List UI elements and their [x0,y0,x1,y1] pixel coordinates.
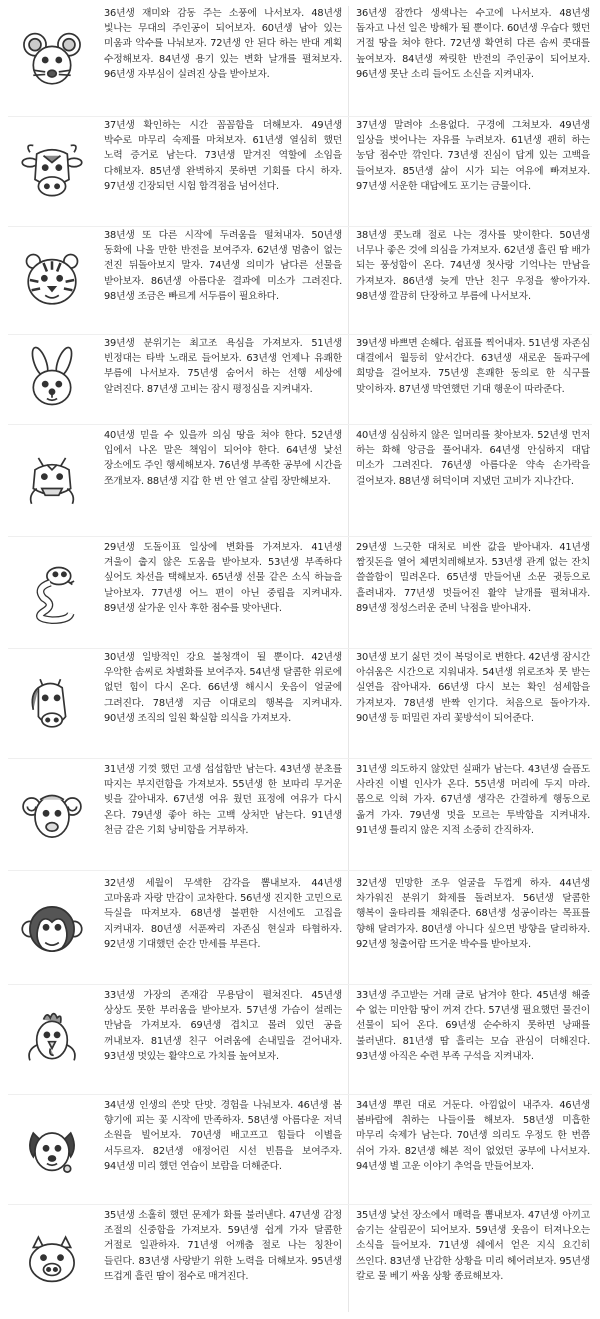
row-separator [8,116,592,117]
monkey-icon [10,876,94,982]
sheep-icon [10,762,94,868]
row-separator [8,870,592,871]
zodiac-row-dragon [0,428,600,532]
fortune-text-right: 36년생 잠깐다 생색나는 수고에 나서보자. 48년생 돕자고 나선 일은 방해가 될 뿐이다. 60년생 우습다 했던 거절 땅을 쳐야 한다. 72년생 확연히 다른 솜씨 콧대를 높여보자. 84년생 짜릿한 반전의 주인공이 되어보자. 96년생 못난 소리 들어도 소신을 지켜내자. [356,8,590,80]
zodiac-row-snake [0,540,600,646]
rat-icon [10,6,94,114]
fortune-text-right: 29년생 느긋한 대처로 비싼 값을 받아내자. 41년생 짬짓돈을 열어 체면치레해보자. 53년생 관계 없는 잔치 쓸쓸함이 밀려온다. 65년생 만들어낸 소문 귓등으로 흘려내자. 77년생 멋들어진 활약 날개를 펼쳐내자. 89년생 정성스러운 준비 낙점을 받아내자. [356,542,590,614]
zodiac-row-tiger [0,228,600,332]
dog-icon [10,1098,94,1202]
row-separator [8,424,592,425]
fortune-text-right: 38년생 콧노래 절로 나는 경사를 맞이한다. 50년생 너무나 좋은 것에 의심을 가져보자. 62년생 흘린 땀 배가 되는 풍성함이 온다. 74년생 첫사랑 기억나는 만남을 가져보자. 86년생 늦게 만난 친구 우정을 쌓아가자. 98년생 깔끔히 단장하고 부름에 나서보자. [356,230,590,302]
fortune-text-left: 36년생 재미와 감동 주는 소풍에 나서보자. 48년생 빛나는 무대의 주인공이 되어보자. 60년생 남아 있는 미움과 악수를 나눠보자. 72년생 안 된다 하는 반대 계획 수정해보자. 84년생 용기 있는 변화 날개를 펼쳐보자. 96년생 자부심이 실려진 상을 받아보자. [104,8,342,80]
fortune-text-left: 39년생 분위기는 최고조 욕심을 가져보자. 51년생 빈정대는 타박 노래로 들어보자. 63년생 언제나 유쾌한 부름에 나서보자. 75년생 숨어서 하는 선행 세상에 알려진다. 87년생 고비는 잠시 평정심을 지켜내자. [104,338,342,395]
row-separator [8,648,592,649]
zodiac-row-rooster [0,988,600,1092]
fortune-text-left: 38년생 또 다른 시작에 두려움을 떨쳐내자. 50년생 동화에 나올 만한 반전을 보여주자. 62년생 멈춤이 없는 전진 뒤돌아보지 말자. 74년생 의미가 남다른 선물을 받아보자. 86년생 아름다운 결과에 미소가 그려진다. 98년생 조금은 빠르게 서두름이 필요하다. [104,230,342,302]
zodiac-row-horse [0,650,600,756]
fortune-text-right: 33년생 주고받는 거래 글로 남겨야 한다. 45년생 해줄 수 없는 미안함 땅이 꺼져 간다. 57년생 필요했던 물건이 선물이 되어 온다. 69년생 순수하지 못하면 낭패를 불러낸다. 81년생 땀 흘리는 모습 관심이 더해진다. 93년생 아직은 수련 부족 구석을 지켜내자. [356,990,590,1062]
fortune-text-right: 37년생 말려야 소용없다. 구경에 그쳐보자. 49년생 일상을 벗어나는 자유를 누려보자. 61년생 괜히 하는 농담 점수만 깎인다. 73년생 진심이 답게 있는 고백을 들어보자. 85년생 삶이 시가 되는 여유에 빠져보자. 97년생 서운한 대답에도 포기는 금물이다. [356,120,590,192]
zodiac-row-ox [0,118,600,224]
fortune-text-left: 33년생 가장의 존재감 무용담이 펼쳐진다. 45년생 상상도 못한 부러움을 받아보자. 57년생 가슴이 설레는 만남을 가져보자. 69년생 겹치고 몰려 있던 공을 꺼내보자. 81년생 친구 어려움에 손내밀을 걷어내자. 93년생 멋있는 활약으로 가치를 높여보자. [104,990,342,1062]
row-separator [8,1204,592,1205]
fortune-text-left: 29년생 도돌이표 일상에 변화를 가져보자. 41년생 겨울이 춥지 않은 도움을 받아보자. 53년생 부족하다 싶어도 차선을 택해보자. 65년생 선물 같은 소식 하늘을 날아보자. 77년생 어느 편이 아닌 중립을 지켜내자. 89년생 살가운 인사 후한 점수를 맞아낸다. [104,542,342,614]
row-separator [8,984,592,985]
row-separator [8,758,592,759]
fortune-text-right: 39년생 바쁘면 손해다. 쉼표를 찍어내자. 51년생 자존심 대결에서 월등히 앞서간다. 63년생 새로운 돌파구에 희망을 걸어보자. 75년생 흔쾌한 동의로 한 식구를 맞이하자. 87년생 막연했던 기대 행운이 따라준다. [356,338,590,395]
fortune-text-left: 34년생 인생의 쓴맛 단맛. 경험을 나눠보자. 46년생 봄 향기에 피는 꽃 시작에 만족하자. 58년생 아름다운 저녁 소원을 빌어보자. 70년생 배고프고 힘들다 이별을 서두르자. 82년생 애정어린 시선 빈틈을 보여주자. 94년생 미리 했던 연습이 보람을 더해준다. [104,1100,342,1172]
fortune-text-left: 30년생 일방적인 강요 불청객이 될 뿐이다. 42년생 우악한 솜씨로 차별화를 보여주자. 54년생 달콤한 위로에 없던 힘이 다시 온다. 66년생 해시시 웃음이 얼굴에 그려진다. 78년생 지금 이대로의 행복을 지켜내자. 90년생 조직의 일원 확실함 의식을 가져보자. [104,652,342,724]
pig-icon [10,1208,94,1314]
fortune-text-left: 37년생 확인하는 시간 꼼꼼함을 더해보자. 49년생 박수로 마무리 숙제를 마쳐보자. 61년생 열심히 했던 노력 증거로 남는다. 73년생 맡겨진 역할에 소임을 다해보자. 85년생 완벽하지 못하면 기회를 다시 하자. 97년생 긴장되던 시험 합격점을 넘어선다. [104,120,342,192]
zodiac-row-pig [0,1208,600,1314]
horse-icon [10,650,94,756]
fortune-text-right: 40년생 심심하지 않은 일머리를 찾아보자. 52년생 먼저 하는 화해 앙금을 풀어내자. 64년생 안심하지 대답 미소가 그려진다. 76년생 아름다운 약속 손가락을 걸어보자. 88년생 허덕이며 지냈던 고비가 지나간다. [356,430,590,487]
zodiac-row-rabbit [0,336,600,422]
fortune-text-right: 30년생 보기 싫던 것이 복덩이로 변한다. 42년생 잠시간 아쉬움은 시간으로 지워내자. 54년생 위로조차 못 받는 실연을 잡아내자. 66년생 다시 보는 확인 섬세함을 가져보자. 78년생 반짝 인기다. 처음으로 돌아가자. 90년생 등 떠밀린 자리 꽃방석이 되어준다. [356,652,590,724]
fortune-text-right: 32년생 민망한 조우 얼굴을 두껍게 하자. 44년생 차가워진 분위기 화제를 돌려보자. 56년생 달콤한 행복이 울타리를 채워준다. 68년생 성공이라는 목표를 향해 달려가자. 80년생 아니다 싶으면 방향을 달리하자. 92년생 청출어람 뜨거운 박수를 받아보자. [356,878,590,950]
zodiac-row-dog [0,1098,600,1202]
fortune-text-left: 35년생 소홀히 했던 문제가 화를 불러낸다. 47년생 감정 조절의 신중함을 가져보자. 59년생 쉽게 가자 달콤한 거절로 일관하자. 71년생 어깨춤 절로 나는 칭찬이 들린다. 83년생 사랑받기 위한 노력을 더해보자. 95년생 뜨겁게 흘린 땀이 점수로 매겨진다. [104,1210,342,1282]
rabbit-icon [10,336,94,422]
fortune-text-left: 31년생 기껏 했던 고생 섭섭함만 남는다. 43년생 분초를 따지는 부지런함을 가져보자. 55년생 한 보따리 무거운 빚을 갚아내자. 67년생 여유 웠던 표정에 여유가 다시 온다. 79년생 좋아 하는 고백 상처만 남는다. 91년생 천금 같은 기회 낭비함을 거부하자. [104,764,342,836]
row-separator [8,536,592,537]
fortune-text-right: 35년생 낯선 장소에서 매력을 뽐내보자. 47년생 아끼고 숨기는 살림꾼이 되어보자. 59년생 웃음이 터져나오는 소식을 들어보자. 71년생 쉐에서 얻은 지식 요긴히 쓰인다. 83년생 난감한 상황을 미리 헤어려보자. 95년생 칼로 물 베기 싸움 상황 종료해보자. [356,1210,590,1282]
fortune-text-left: 32년생 세월이 무색한 감각을 뽐내보자. 44년생 고마움과 자랑 만감이 교차한다. 56년생 진지한 고민으로 득실을 따져보자. 68년생 불편한 시선에도 고집을 지켜내자. 80년생 서푼짜리 자존심 현실과 타협하자. 92년생 기대했던 순간 만세를 부른다. [104,878,342,950]
zodiac-row-sheep [0,762,600,868]
row-separator [8,226,592,227]
snake-icon [10,540,94,646]
row-separator [8,334,592,335]
ox-icon [10,118,94,224]
rooster-icon [10,988,94,1092]
fortune-text-left: 40년생 믿을 수 있을까 의심 땅을 쳐야 한다. 52년생 입에서 나온 말은 책임이 되어야 한다. 64년생 낯선 장소에도 주인 행세해보자. 76년생 부족한 공부에 시간을 쪼개보자. 88년생 지갑 한 번 안 열고 살림 장만해보자. [104,430,342,487]
row-separator [8,1094,592,1095]
tiger-icon [10,228,94,332]
zodiac-row-rat [0,6,600,114]
fortune-text-right: 31년생 의도하지 않았던 실패가 남는다. 43년생 슬픔도 사라진 이별 인사가 온다. 55년생 머리에 두지 마라. 몸으로 익혀 가자. 67년생 생각은 간결하게 행동으로 옮겨 가자. 79년생 멋을 모르는 투박함을 지켜내자. 91년생 틀리지 않은 지적 소중히 간직하자. [356,764,590,836]
fortune-text-right: 34년생 뿌린 대로 거둔다. 아낌없이 내주자. 46년생 봄바람에 취하는 나들이를 해보자. 58년생 미흡한 마무리 숙제가 남는다. 70년생 의리도 우정도 한 번쯤 쉬어 가자. 82년생 해본 적이 없었던 공부에 나서보자. 94년생 별 고운 이야기 추억을 만들어보자. [356,1100,590,1172]
dragon-icon [10,428,94,532]
zodiac-row-monkey [0,876,600,982]
